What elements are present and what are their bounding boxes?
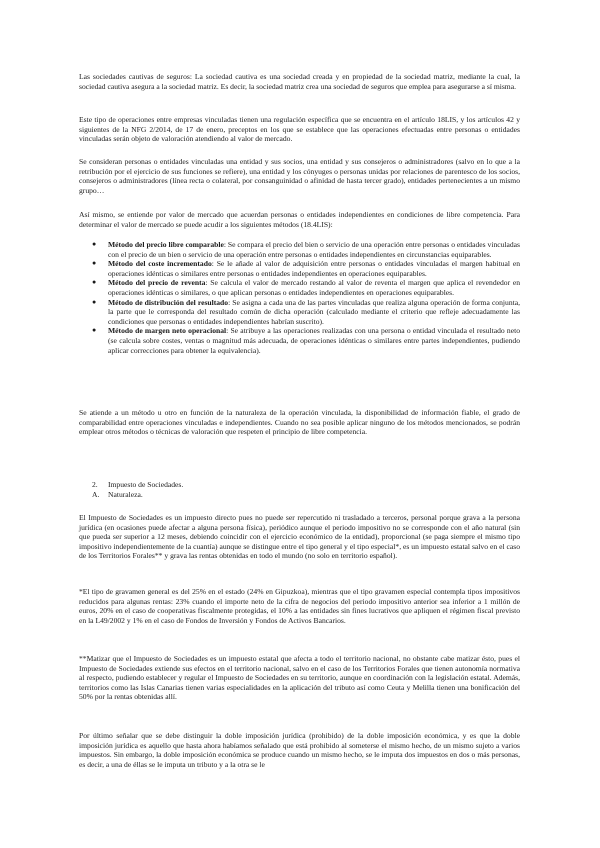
method-text: : Se compara el precio del bien o servicio de una operación entre personas o entidades vinculadas con el precio de un bien o servicio de una operación entre personas o entidades independientes en circunstancias equiparables. — [108, 240, 521, 259]
method-title: Método del coste incrementado — [108, 259, 212, 269]
method-title: Método del precio libre comparable — [108, 240, 224, 249]
section-heading — [92, 480, 183, 490]
paragraph-sociedades-cautivas: Las sociedades cautivas de seguros: La sociedad cautiva es una sociedad creada y en propiedad de la sociedad matriz, mediante la cual, la sociedad cautiva asegura a la sociedad matriz. Es decir, la sociedad matriz crea una sociedad de seguros que emplea para asegurarse a sí misma. — [79, 72, 520, 91]
method-text: : Se le añade al valor de adquisición entre personas o entidades vinculadas el margen habitual en operaciones idénticas o similares entre personas o entidades independientes en operaciones equiparables. — [108, 259, 520, 278]
bullet-icon: ● — [92, 326, 97, 335]
section-label: Impuesto de Sociedades. — [108, 480, 184, 489]
list-item — [92, 326, 520, 355]
paragraph-valor-mercado: Así mismo, se entiende por valor de mercado que acuerdan personas o entidades independientes en condiciones de libre competencia. Para determinar el valor de mercado se puede acudir a los siguientes métodos (18.4LIS): — [79, 210, 520, 229]
paragraph-doble-imposicion: Por último señalar que se debe distinguir la doble imposición jurídica (prohibido) de la doble imposición económica, y es que la doble imposición jurídica es aquello que hasta ahora habíamos señalado que está prohibido al someterse el mismo hecho, de un mismo sujeto a varios impuestos. Sin embargo, la doble imposición económica se produce cuando un mismo hecho, se le imputa dos impuestos en dos o más personas, es decir, a una de éllas se le imputa un tributo y a la otra se le — [79, 731, 520, 769]
paragraph-personas-vinculadas: Se consideran personas o entidades vinculadas una entidad y sus socios, una entidad y sus consejeros o administradores (salvo en lo que a la retribución por el ejercicio de sus funciones se refiere), una entidad y los cónyuges o personas unidas por relaciones de parentesco de los socios, consejeros o administradores (línea recta o colateral, por consanguinidad o afinidad de hasta tercer grado), entidades pertenecientes a un mismo grupo… — [79, 157, 520, 195]
paragraph-operaciones-vinculadas: Este tipo de operaciones entre empresas vinculadas tienen una regulación específica que se encuentra en el artículo 18LIS, y los artículos 42 y siguientes de la NFG 2/2014, de 17 de enero, preceptos en los que se establece que las operaciones efectuadas entre personas o entidades vinculadas serán objeto de valoración atendiendo al valor de mercado. — [79, 115, 520, 144]
list-item — [92, 278, 520, 297]
method-title: Método del precio de reventa — [108, 278, 206, 288]
bullet-icon: ● — [92, 278, 97, 287]
note-tipo-gravamen: *El tipo de gravamen general es del 25% en el estado (24% en Gipuzkoa), mientras que el tipo gravamen especial contempla tipos impositivos reducidos para algunas rentas: 23% cuando el importe neto de la cifra de negocios del periodo impositivo anterior sea inferior a 1 millón de euros, 20% en el caso de cooperativas fiscalmente protegidas, el 10% a las entidades sin fines lucrativos que apliquen el régimen fiscal previsto en la L49/2002 y 1% en el caso de Fondos de Inversión y Fondos de Activos Bancarios. — [79, 587, 520, 625]
subsection-letter: A. — [92, 490, 100, 499]
paragraph-impuesto-sociedades: El Impuesto de Sociedades es un impuesto directo pues no puede ser repercutido ni trasladado a terceros, personal porque grava a la persona jurídica (en ocasiones puede afectar a alguna persona física), periódico aunque el periodo impositivo no se corresponde con el año natural (sin que pueda ser superior a 12 meses, debiendo coincidir con el ejercicio económico de la entidad), proporcional (se paga siempre el mismo tipo impositivo independientemente de la cuantía) aunque se distingue entre el tipo general y el tipo especial*, es un impuesto estatal salvo en el caso de los Territorios Forales** y grava las rentas obtenidas en todo el mundo (no solo en territorio español). — [79, 513, 520, 561]
method-text: : Se asigna a cada una de las partes vinculadas que realiza alguna operación de forma conjunta, la parte que le corresponda del resultado común de dicha operación (calculado mediante el criterio que refleje adecuadamente las condiciones que personas o entidades independientes habrían suscrito). — [108, 297, 520, 326]
bullet-icon: ● — [92, 297, 97, 306]
method-title: Método de distribución del resultado — [108, 297, 229, 307]
section-heading-list — [92, 480, 183, 500]
bullet-icon: ● — [92, 240, 97, 248]
note-territorios-forales: **Matizar que el Impuesto de Sociedades es un impuesto estatal que afecta a todo el territorio nacional, no obstante cabe matizar ésto, pues el Impuesto de Sociedades extiende sus efectos en el territorio nacional, salvo en el caso de los Territorios Forales que tienen autonomía normativa al respecto, pudiendo establecer y regular el Impuesto de Sociedades en su territorio, aunque en coordinación con la legislación estatal. Además, territorios como las Islas Canarias tienen varias especialidades en la aplicación del tributo así como Ceuta y Melilla tienen una bonificación del 50% por la rentas obtenidas allí. — [79, 654, 520, 702]
methods-list — [92, 240, 521, 355]
list-item — [92, 240, 521, 259]
paragraph-criterio-metodo: Se atiende a un método u otro en función de la naturaleza de la operación vinculada, la disponibilidad de información fiable, el grado de comparabilidad entre operaciones vinculadas e independientes. Cuando no sea posible aplicar ninguno de los métodos mencionados, se podrán emplear otros métodos o técnicas de valoración que respeten el principio de libre competencia. — [79, 408, 520, 437]
subsection-heading — [92, 490, 183, 500]
section-number: 2. — [92, 480, 98, 489]
subsection-label: Naturaleza. — [108, 490, 143, 499]
method-text: : Se atribuye a las operaciones realizadas con una persona o entidad vinculada el resultado neto (se calcula sobre costes, ventas o magnitud más adecuada, de operaciones idénticas o similares entre partes independientes, pudiendo aplicar correcciones para obtener la equivalencia). — [108, 326, 520, 355]
list-item — [92, 259, 520, 278]
method-title: Método de margen neto operacional — [108, 326, 227, 336]
list-item — [92, 297, 520, 327]
bullet-icon: ● — [92, 259, 97, 268]
method-text: : Se calcula el valor de mercado restando al valor de reventa el margen que aplica el revendedor en operaciones idénticas o similares, o que aplican personas o entidades independientes en operaciones equiparables. — [108, 278, 520, 297]
